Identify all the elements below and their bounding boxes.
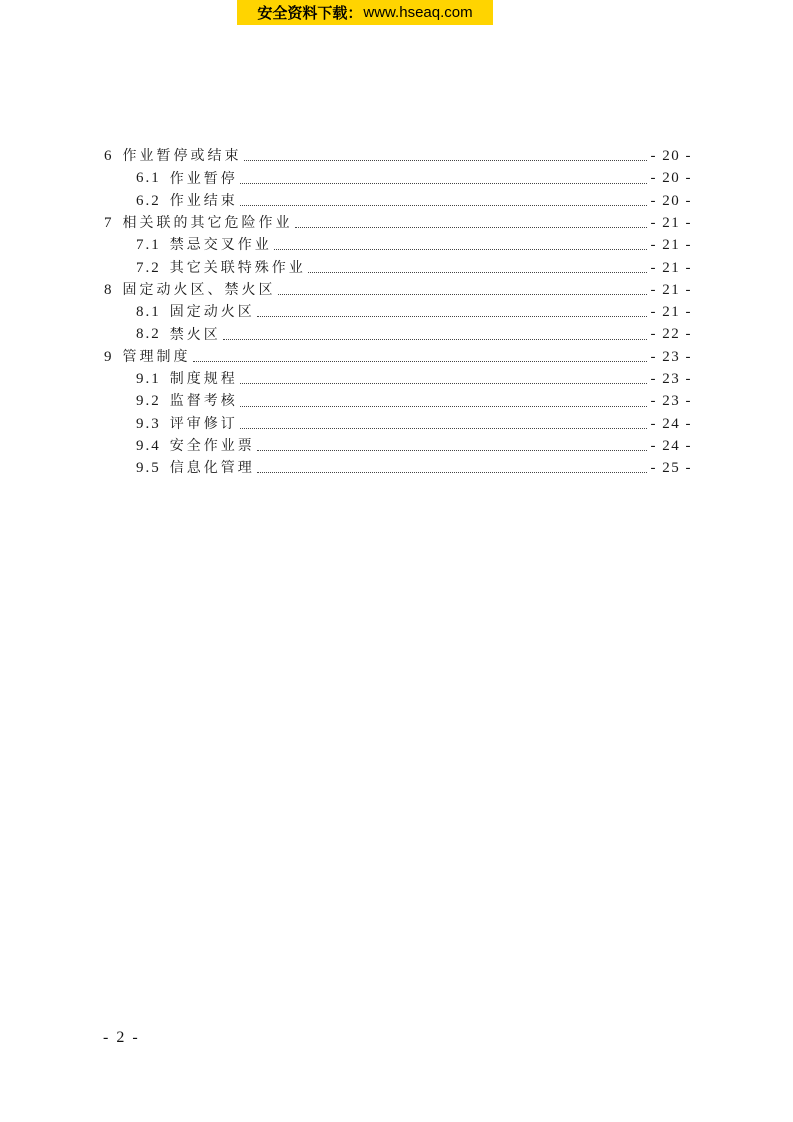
toc-entry[interactable]: [0, 433, 793, 455]
toc-entry-title: 信息化管理: [169, 461, 255, 477]
dot-leader: [244, 160, 647, 161]
toc-entry[interactable]: [0, 232, 793, 254]
dot-leader: [257, 450, 647, 451]
dot-leader: [308, 272, 647, 273]
toc-entry-title: 相关联的其它危险作业: [122, 216, 293, 232]
dot-leader: [240, 406, 647, 407]
toc-entry-page: - 24 -: [650, 415, 692, 432]
toc-entry[interactable]: [0, 344, 793, 366]
toc-entry[interactable]: [0, 388, 793, 410]
toc-entry-number: 7.2: [136, 259, 161, 276]
toc-entry-number: 8: [104, 281, 114, 298]
toc-entry-number: 9.3: [136, 415, 161, 432]
toc-entry[interactable]: [0, 299, 793, 321]
toc-entry[interactable]: [0, 165, 793, 187]
toc-entry-page: - 20 -: [650, 192, 692, 209]
banner-url-link[interactable]: www.hseaq.com: [363, 4, 473, 21]
toc-entry-number: 7.1: [136, 237, 161, 254]
banner-label: 安全资料下载：: [257, 5, 363, 22]
toc-entry-title: 作业暂停: [169, 171, 238, 187]
toc-entry-page: - 24 -: [650, 437, 692, 454]
download-banner: [237, 0, 493, 25]
toc-entry-number: 6: [104, 148, 114, 165]
toc-entry[interactable]: [0, 455, 793, 477]
toc-entry-page: - 25 -: [650, 460, 692, 477]
toc-entry-title: 管理制度: [122, 349, 191, 365]
toc-entry-page: - 22 -: [650, 326, 692, 343]
toc-entry[interactable]: [0, 188, 793, 210]
dot-leader: [193, 361, 647, 362]
toc-entry[interactable]: [0, 366, 793, 388]
dot-leader: [240, 428, 647, 429]
toc-entry[interactable]: [0, 143, 793, 165]
toc-entry-number: 9.2: [136, 393, 161, 410]
toc-entry-number: 7: [104, 214, 114, 231]
toc-entry[interactable]: [0, 210, 793, 232]
toc-entry[interactable]: [0, 277, 793, 299]
dot-leader: [278, 294, 647, 295]
toc-entry-page: - 21 -: [650, 281, 692, 298]
dot-leader: [223, 339, 647, 340]
dot-leader: [257, 316, 647, 317]
toc-entry-number: 9.5: [136, 460, 161, 477]
dot-leader: [240, 205, 647, 206]
toc-entry[interactable]: [0, 411, 793, 433]
table-of-contents: [0, 143, 793, 477]
toc-entry-title: 评审修订: [169, 416, 238, 432]
toc-entry-title: 固定动火区: [169, 305, 255, 321]
dot-leader: [257, 472, 647, 473]
toc-entry-title: 安全作业票: [169, 439, 255, 455]
toc-entry-page: - 21 -: [650, 214, 692, 231]
dot-leader: [240, 183, 647, 184]
toc-entry-page: - 23 -: [650, 393, 692, 410]
toc-entry-page: - 23 -: [650, 348, 692, 365]
footer-page-number: - 2 -: [103, 1029, 140, 1046]
dot-leader: [295, 227, 647, 228]
toc-entry-page: - 21 -: [650, 237, 692, 254]
toc-entry-title: 固定动火区、禁火区: [122, 282, 276, 298]
toc-entry-page: - 20 -: [650, 148, 692, 165]
toc-entry-number: 9: [104, 348, 114, 365]
toc-entry-number: 8.2: [136, 326, 161, 343]
toc-entry-number: 9.4: [136, 437, 161, 454]
toc-entry-title: 其它关联特殊作业: [169, 260, 306, 276]
toc-entry-title: 禁火区: [169, 327, 221, 343]
toc-entry-title: 作业暂停或结束: [122, 149, 242, 165]
toc-entry-title: 制度规程: [169, 372, 238, 388]
toc-entry-number: 6.2: [136, 192, 161, 209]
toc-entry-title: 作业结束: [169, 193, 238, 209]
dot-leader: [274, 249, 647, 250]
dot-leader: [240, 383, 647, 384]
toc-entry-title: 禁忌交叉作业: [169, 238, 272, 254]
toc-entry-page: - 20 -: [650, 170, 692, 187]
toc-entry-page: - 23 -: [650, 371, 692, 388]
toc-entry-title: 监督考核: [169, 394, 238, 410]
toc-entry-page: - 21 -: [650, 304, 692, 321]
toc-entry-page: - 21 -: [650, 259, 692, 276]
toc-entry[interactable]: [0, 254, 793, 276]
toc-entry[interactable]: [0, 321, 793, 343]
toc-entry-number: 6.1: [136, 170, 161, 187]
toc-entry-number: 8.1: [136, 304, 161, 321]
toc-entry-number: 9.1: [136, 371, 161, 388]
